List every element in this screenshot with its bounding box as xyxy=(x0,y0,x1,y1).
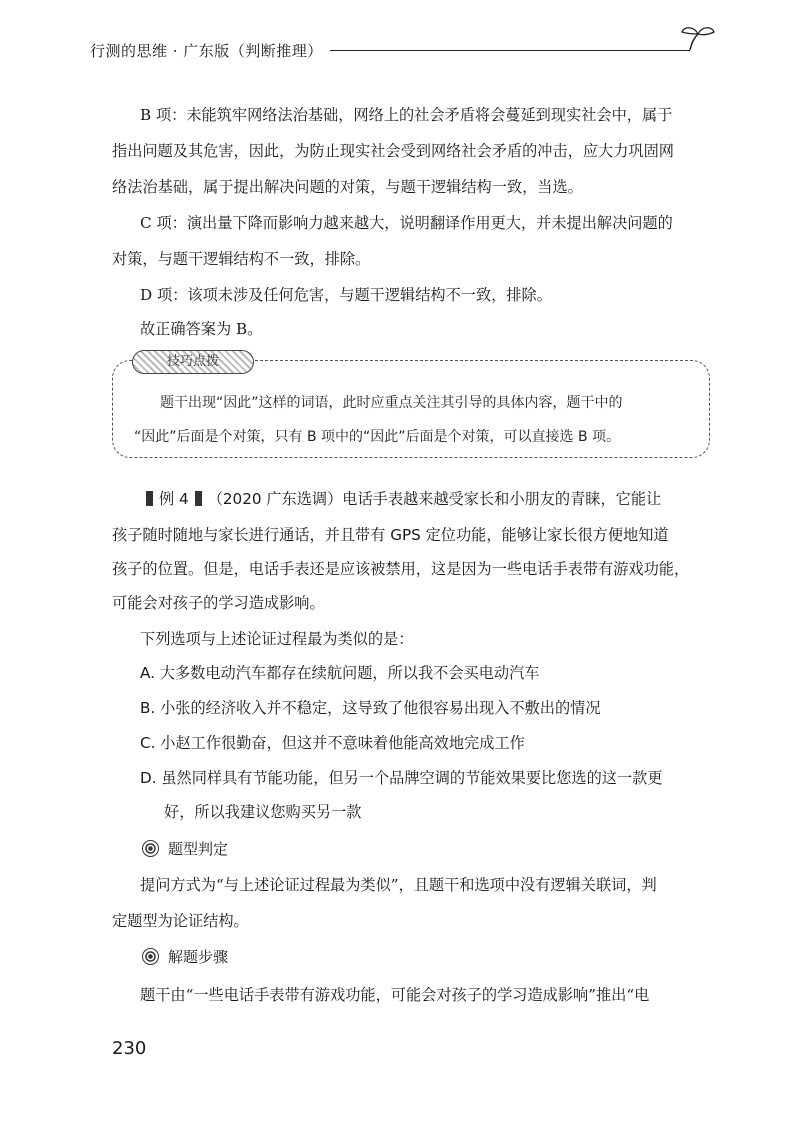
section-type-title: 题型判定 xyxy=(168,840,229,858)
analysis-option-b-line: 络法治基础，属于提出解决问题的对策，与题干逻辑结构一致，当选。 xyxy=(112,178,583,196)
analysis-option-b-line: 指出问题及其危害，因此，为防止现实社会受到网络社会矛盾的冲击，应大力巩固网 xyxy=(112,142,674,160)
example-text-line: （2020 广东选调）电话手表越来越受家长和小朋友的青睐，它能让 xyxy=(207,490,662,508)
section-type-text: 提问方式为“与上述论证过程最为类似”，且题干和选项中没有逻辑关联词，判 xyxy=(140,876,657,894)
example-text-line: 可能会对孩子的学习造成影响。 xyxy=(112,594,325,612)
option-d-continued: 好，所以我建议您购买另一款 xyxy=(164,803,362,821)
example-label: 例 4 xyxy=(159,490,189,508)
tip-tag: 技巧点拨 xyxy=(132,350,254,374)
example-bracket-left xyxy=(146,491,153,506)
section-steps-icon xyxy=(142,948,159,965)
option-a: A. 大多数电动汽车都存在续航问题，所以我不会买电动汽车 xyxy=(140,664,540,682)
analysis-option-c-line: C 项：演出量下降而影响力越来越大，说明翻译作用更大，并未提出解决问题的 xyxy=(140,214,673,232)
page-number: 230 xyxy=(112,1038,147,1059)
tip-text-line: “因此”后面是个对策，只有 B 项中的“因此”后面是个对策，可以直接选 B 项。 xyxy=(134,429,621,445)
tip-text-line: 题干出现“因此”这样的词语，此时应重点关注其引导的具体内容，题干中的 xyxy=(160,395,623,411)
option-b: B. 小张的经济收入并不稳定，这导致了他很容易出现入不敷出的情况 xyxy=(140,699,601,717)
example-first-line xyxy=(140,488,661,509)
section-type-text: 定题型为论证结构。 xyxy=(112,912,249,930)
example-text-line: 孩子的位置。但是，电话手表还是应该被禁用，这是因为一些电话手表带有游戏功能， xyxy=(112,560,690,578)
header-rule xyxy=(330,50,690,51)
section-steps-title: 解题步骤 xyxy=(168,948,229,966)
running-header-title: 行测的思维 · 广东版（判断推理） xyxy=(90,42,323,60)
example-question: 下列选项与上述论证过程最为类似的是： xyxy=(140,630,414,648)
section-steps-text: 题干由“一些电话手表带有游戏功能，可能会对孩子的学习造成影响”推出“电 xyxy=(140,986,650,1004)
analysis-option-d: D 项：该项未涉及任何危害，与题干逻辑结构不一致，排除。 xyxy=(140,286,552,304)
example-text-line: 孩子随时随地与家长进行通话，并且带有 GPS 定位功能，能够让家长很方便地知道 xyxy=(112,526,669,544)
sprout-icon xyxy=(676,22,716,56)
example-bracket-right xyxy=(195,491,202,506)
analysis-option-b-line: B 项：未能筑牢网络法治基础，网络上的社会矛盾将会蔓延到现实社会中，属于 xyxy=(140,106,673,124)
option-c: C. 小赵工作很勤奋，但这并不意味着他能高效地完成工作 xyxy=(140,734,525,752)
answer-statement: 故正确答案为 B。 xyxy=(140,320,263,338)
option-d: D. 虽然同样具有节能功能，但另一个品牌空调的节能效果要比您选的这一款更 xyxy=(140,769,663,787)
section-type-icon xyxy=(142,840,159,857)
analysis-option-c-line: 对策，与题干逻辑结构不一致，排除。 xyxy=(112,250,371,268)
